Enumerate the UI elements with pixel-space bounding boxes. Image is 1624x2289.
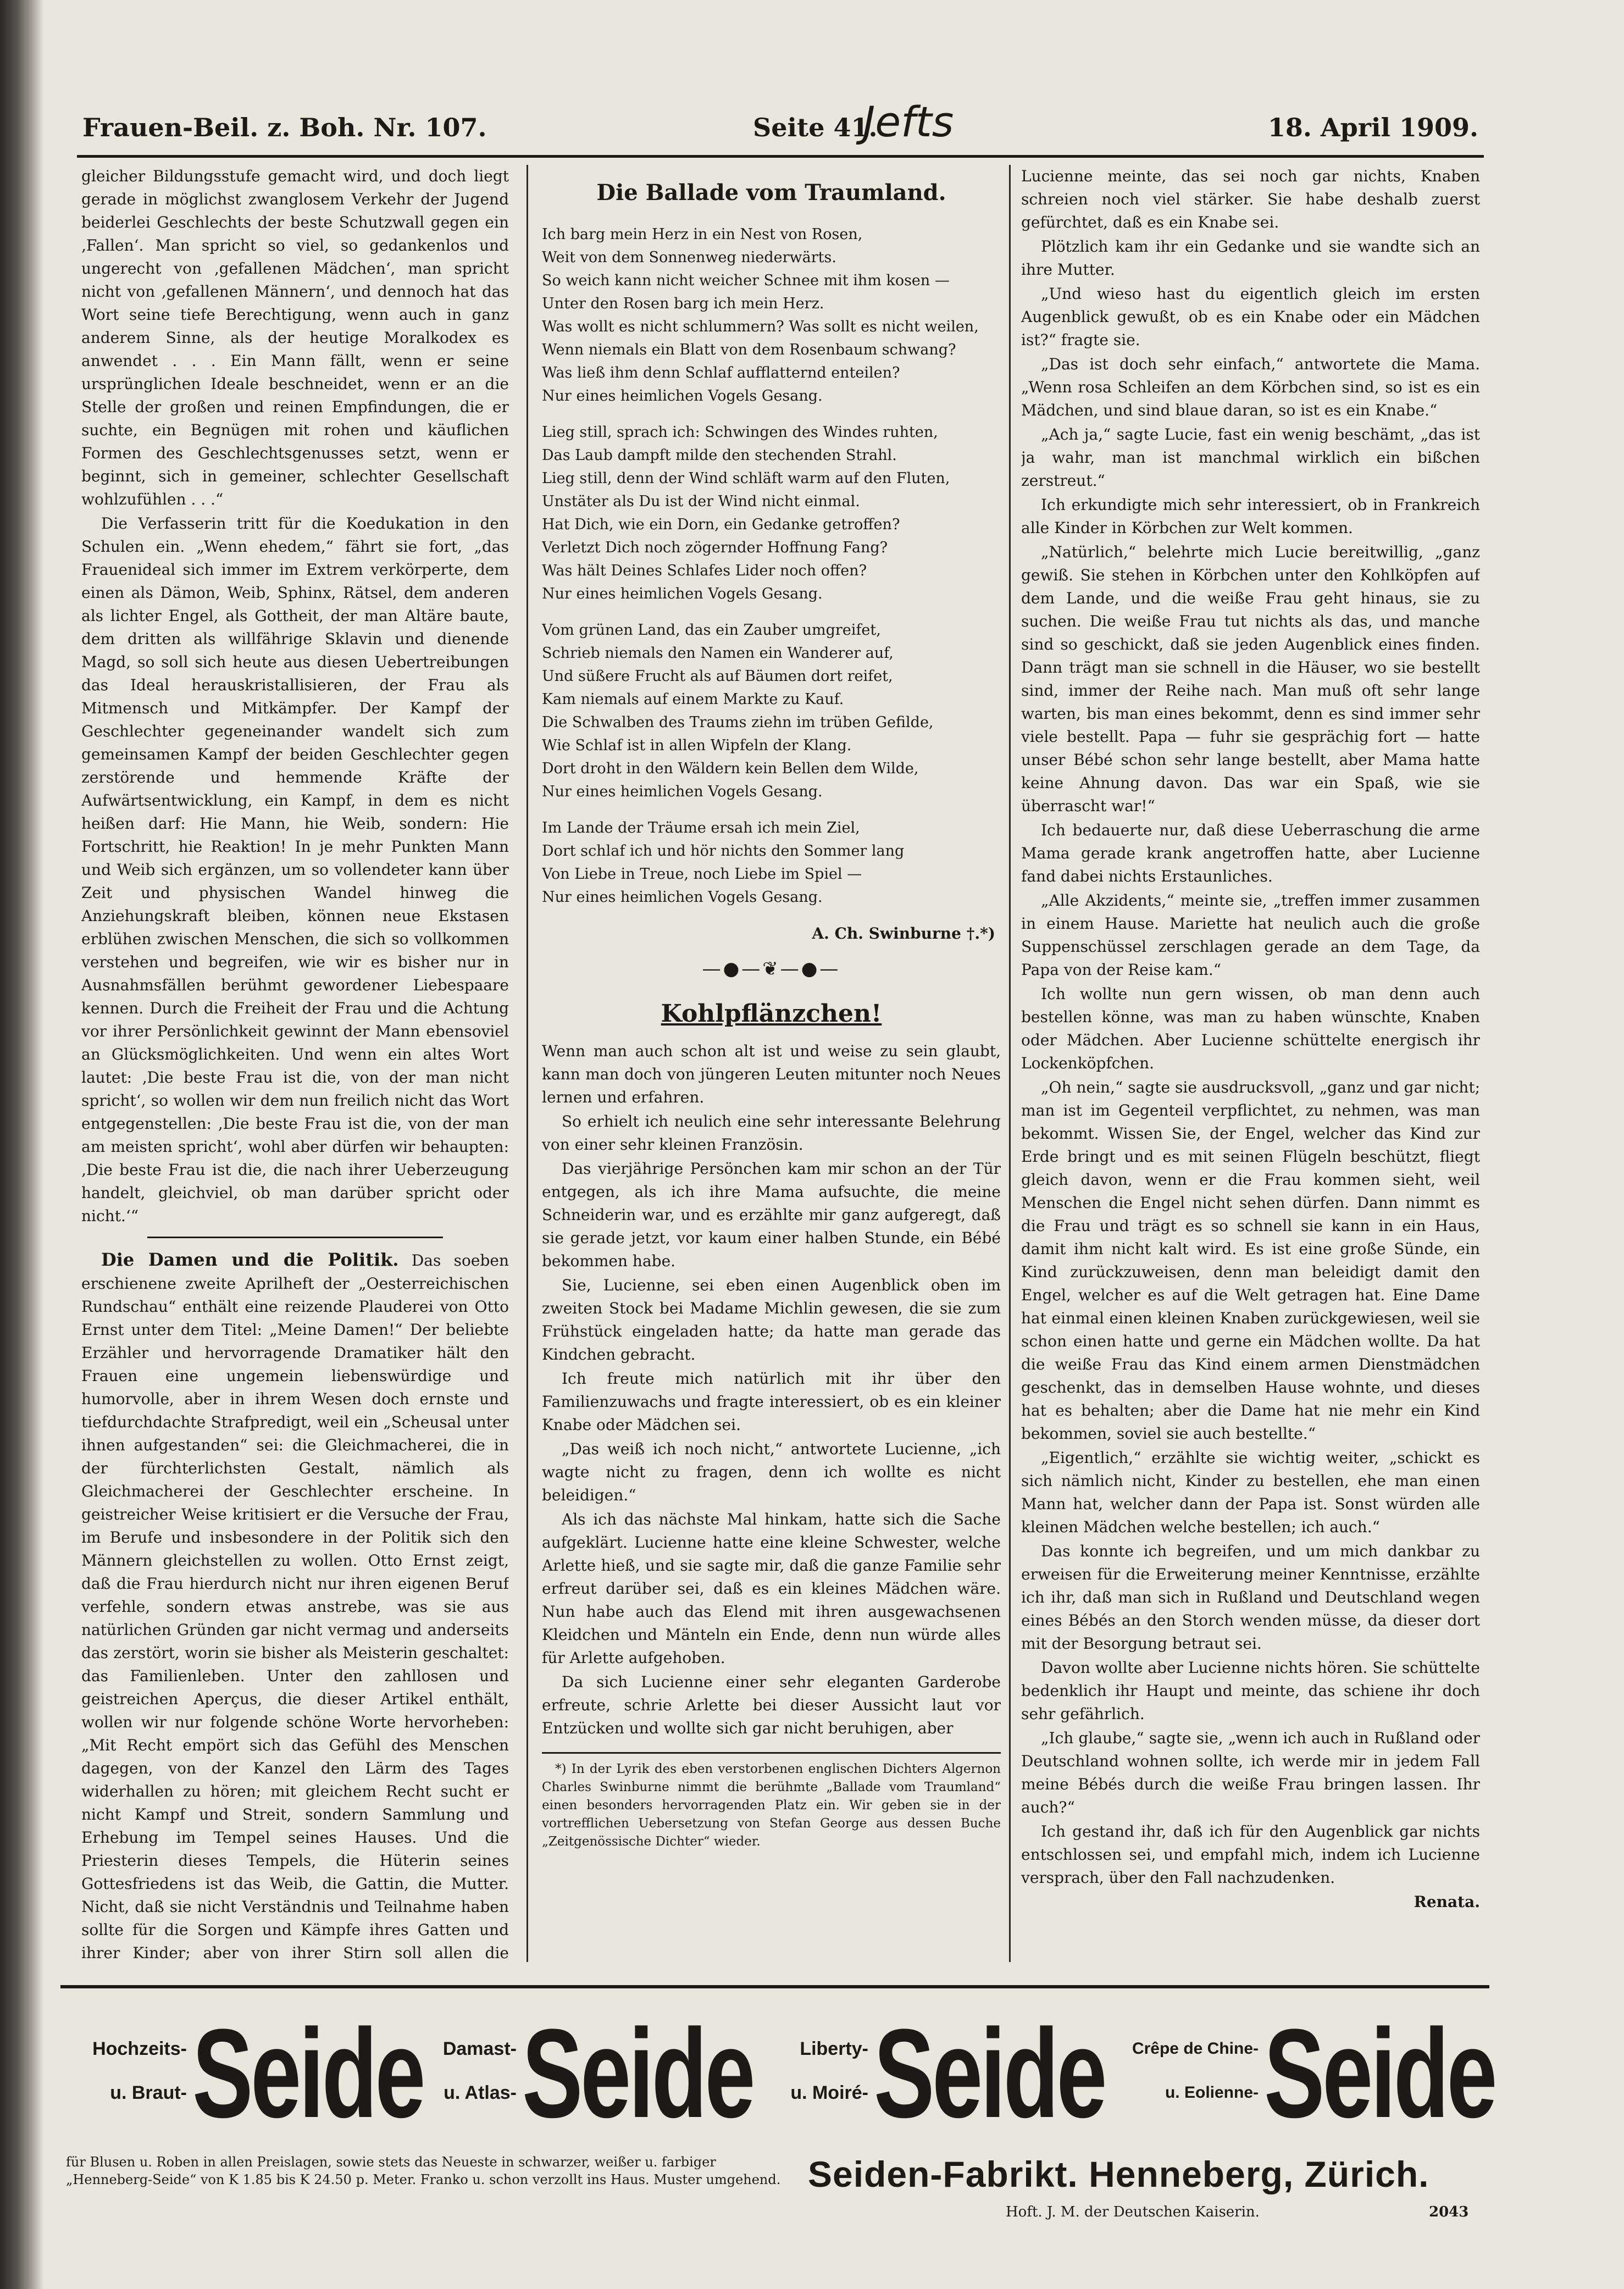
column-rule-2 [1009, 165, 1011, 1962]
ad-seide-word: Seide [522, 2003, 753, 2144]
article-paragraph: Ich wollte nun gern wissen, ob man denn auch bestellen könne, was man zu haben wünschte, Knaben oder Mädchen. Aber Lucienne schüttelte energisch ihr Lockenköpfchen. [1021, 985, 1480, 1072]
poem-line: So weich kann nicht weicher Schnee mit ihm kosen — [542, 272, 950, 289]
poem-line: Dort droht in den Wäldern kein Bellen dem Wilde, [542, 760, 919, 777]
poem-line: Unstäter als Du ist der Wind nicht einmal. [542, 493, 860, 510]
article-paragraph: Ich freute mich natürlich mit ihr über den Familienzuwachs und fragte interessiert, ob es ein kleiner Knabe oder Mädchen sei. [542, 1370, 1001, 1434]
article-paragraph: Lucienne meinte, das sei noch gar nichts, Knaben schreien noch viel stärker. Sie habe deshalb zuerst gefürchtet, daß es ein Knabe sei. [1021, 167, 1480, 231]
article-paragraph: Ich erkundigte mich sehr interessiert, ob in Frankreich alle Kinder in Körbchen zur Welt kommen. [1021, 496, 1480, 537]
ad-seide-word: Seide [874, 2003, 1105, 2144]
poem-line: Was hält Deines Schlafes Lider noch offen? [542, 562, 867, 579]
article-paragraph: Sie, Lucienne, sei eben einen Augenblick oben im zweiten Stock bei Madame Michlin gewesen, die sie zum Frühstück eingeladen hatte; da hatte man gerade das Kindchen gebracht. [542, 1276, 1001, 1364]
poem-stanza-2 [542, 421, 1001, 606]
poem-line: Vom grünen Land, das ein Zauber umgreifet, [542, 622, 881, 639]
ornament-divider: —●—❦—●— [702, 958, 841, 980]
poem-line: Lieg still, denn der Wind schläft warm auf den Fluten, [542, 470, 950, 487]
col1-section-heading: Die Damen und die Politik. [101, 1249, 399, 1270]
poem-line: Nur eines heimlichen Vogels Gesang. [542, 783, 823, 800]
ad-purveyor-line: Hoft. J. M. der Deutschen Kaiserin. [1006, 2204, 1260, 2220]
article-paragraph: Da sich Lucienne einer sehr eleganten Garderobe erfreute, schrie Arlette bei dieser Aussicht laut vor Entzücken und wollte sich gar nicht beruhigen, aber [542, 1673, 1001, 1737]
ad-company-name: Seiden-Fabrikt. Henneberg, Zürich. [808, 2154, 1429, 2194]
ad-unit-4 [1094, 1999, 1495, 2148]
column-2 [542, 165, 1001, 1962]
poem-line: Kam niemals auf einem Markte zu Kauf. [542, 691, 844, 708]
article-paragraph: Ich gestand ihr, daß ich für den Augenblick gar nichts entschlossen sei, und empfahl mich, indem ich Lucienne versprach, über den Fall nachzudenken. [1021, 1822, 1480, 1887]
ad-label-top: Hochzeits- [92, 2038, 187, 2059]
footnote-text: *) In der Lyrik des eben verstorbenen englischen Dichters Algernon Charles Swinburne nimmt die berühmte „Ballade vom Traumland“ einen besonders hervorragenden Platz ein. Wir geben sie in der vortrefflichen Uebersetzung von Stefan George aus dessen Buche „Zeitgenössische Dichter“ wieder. [542, 1762, 1001, 1849]
article-paragraph: „Ich glaube,“ sagte sie, „wenn ich auch in Rußland oder Deutschland wohnen sollte, ich werde mir in jedem Fall meine Bébés durch die weiße Frau bringen lassen. Ihr auch?“ [1021, 1729, 1480, 1816]
ad-seide-word: Seide [192, 2003, 424, 2144]
poem-author: A. Ch. Swinburne †.*) [812, 924, 995, 943]
poem-line: Verletzt Dich noch zögernder Hoffnung Fang? [542, 539, 888, 556]
article-paragraph: „Oh nein,“ sagte sie ausdrucksvoll, „ganz und gar nicht; man ist im Gegenteil verpflichtet, zu nehmen, was man bekommt. Wissen Sie, der Engel, welcher das Kind zur Erde bringt und es mit seinen Flügeln beschützt, fliegt gleich davon, wenn er die Frau kommen sieht, weil Menschen die Engel nicht sehen dürfen. Dann nimmt es die Frau und trägt es so schnell sie kann in ein Haus, damit ihm nicht kalt wird. Es ist eine große Sünde, ein Kind zurückzuweisen, denn man beleidigt damit den Engel, welcher es auf die Welt getragen hat. Eine Dame hat einmal einen kleinen Knaben zurückgewiesen, weil sie schon einen hatte und gerne ein Mädchen wollte. Da hat die weiße Frau das Kind einem armen Dienstmädchen geschenkt, das in demselben Hause wohnte, und dieses hat es behalten; aber die Dame hat nie mehr ein Kind bekommen, soviel sie auch bestellte.“ [1021, 1078, 1480, 1443]
header-rule [77, 155, 1484, 158]
col1-section-rule [147, 1237, 443, 1238]
article-paragraph: Plötzlich kam ihr ein Gedanke und sie wandte sich an ihre Mutter. [1021, 237, 1480, 279]
ad-unit-3 [742, 1999, 1105, 2148]
poem-stanza-4 [542, 817, 1001, 909]
silk-advertisement [60, 1985, 1495, 2252]
poem-line: Was wollt es nicht schlummern? Was sollt es nicht weilen, [542, 318, 979, 335]
ad-label-bottom: u. Atlas- [444, 2082, 517, 2103]
article-paragraph: Das vierjährige Persönchen kam mir schon an der Tür entgegen, als ich ihre Mama aufsuchte, die meine Schneiderin war, und es erzählte mir ganz aufgeregt, daß sie gerade jetzt, vor kaum einer halben Stunde, ein Bébé bekommen habe. [542, 1160, 1001, 1270]
article-paragraph: „Das ist doch sehr einfach,“ antwortete die Mama. „Wenn rosa Schleifen an dem Körbchen sind, so ist es ein Mädchen, und sind blaue daran, so ist es ein Knabe.“ [1021, 355, 1480, 419]
article-signature: Renata. [1414, 1893, 1480, 1911]
poem-line: Nur eines heimlichen Vogels Gesang. [542, 585, 823, 602]
ad-label-bottom: u. Braut- [110, 2082, 187, 2103]
page-binding-shadow [0, 0, 44, 2289]
article-paragraph: „Das weiß ich noch nicht,“ antwortete Lucienne, „ich wagte nicht zu fragen, denn ich wollte es nicht beleidigen.“ [542, 1440, 1001, 1504]
poem-line: Im Lande der Träume ersah ich mein Ziel, [542, 819, 860, 836]
ad-unit-labels [1094, 2027, 1259, 2115]
header-pencil-note: Jefts [863, 97, 954, 146]
ad-label-top: Damast- [442, 2038, 517, 2059]
ad-label-top: Liberty- [800, 2038, 868, 2059]
poem-line: Und süßere Frucht als auf Bäumen dort reifet, [542, 668, 893, 685]
poem-stanza-3 [542, 619, 1001, 803]
poem-line: Was ließ ihm denn Schlaf aufflatternd enteilen? [542, 364, 900, 381]
column-rule-1 [526, 165, 528, 1962]
ad-unit-labels [60, 2027, 187, 2115]
column-3 [1021, 165, 1480, 1962]
article-paragraph: „Alle Akzidents,“ meinte sie, „treffen immer zusammen in einem Hause. Mariette hat neulich auch die große Suppenschüssel zerschlagen gerade an dem Tage, da Papa von der Reise kam.“ [1021, 891, 1480, 979]
poem-line: Nur eines heimlichen Vogels Gesang. [542, 889, 823, 906]
col1-paragraph-3: Das soeben erschienene zweite Aprilheft der „Oesterreichischen Rundschau“ enthält eine reizende Plauderei von Otto Ernst unter dem Titel: „Meine Damen!“ Der beliebte Erzähler und hervorragende Dramatiker hält den Frauen eine ungemein liebenswürdige und humorvolle, aber in ihrem Wesen doch ernste und tiefdurchdachte Strafpredigt, weil ein „Scheusal unter ihnen aufgestanden“ sei: die Gleichmacherei, die in der fürchterlichsten Gestalt, nämlich als Gleichmacherei der Geschlechter erscheine. In geistreicher Weise kritisiert er die Versuche der Frau, im Berufe und insbesondere in der Politik sich den Männern gleichstellen zu wollen. Otto Ernst zeigt, daß die Frau hierdurch nicht nur ihren eigenen Beruf verfehle, sondern etwas anstrebe, was sie aus natürlichen Gründen gar nicht vermag und anderseits das zerstört, worin sie bisher als Meisterin geschaltet: das Familienleben. Unter den zahllosen und geistreichen Aperçus, die dieser Artikel enthält, wollen wir nur folgende schöne Worte hervorheben: „Mit Recht empört sich das Gefühl des Menschen dagegen, von der Kanzel den Lärm des Tages widerhallen zu hören; mit gleichem Recht sucht er nicht Kampf und Streit, sondern Sammlung und Erhebung im Tempel seines Hauses. Und die Priesterin dieses Tempels, die Hüterin seines Gottesfriedens ist das Weib, die Gattin, die Mutter. Nicht, daß sie nicht Verständnis und Teilnahme haben sollte für die Sorgen und Kämpfe ihres Gatten und ihrer Kinder; aber von ihrer Stirn soll allen die [81, 1251, 509, 1962]
ad-label-bottom: u. Moiré- [790, 2082, 868, 2103]
header-page-number: Seite 41. [753, 113, 878, 142]
poem-box [542, 181, 1001, 945]
ad-number: 2043 [1429, 2204, 1469, 2220]
article-paragraph: Wenn man auch schon alt ist und weise zu sein glaubt, kann man doch von jüngeren Leuten mitunter noch Neues lernen und erfahren. [542, 1042, 1001, 1106]
article-paragraph: Davon wollte aber Lucienne nichts hören. Sie schüttelte bedenklich ihr Haupt und meinte, das schiene ihr doch sehr gefährlich. [1021, 1659, 1480, 1723]
ad-unit-2 [390, 1999, 753, 2148]
poem-line: Lieg still, sprach ich: Schwingen des Windes ruhten, [542, 424, 938, 441]
ad-unit-1 [60, 1999, 424, 2148]
page-header [82, 97, 1478, 151]
ad-label-top: Crêpe de Chine- [1132, 2039, 1259, 2058]
col1-paragraph-1: gleicher Bildungsstufe gemacht wird, und doch liegt gerade in möglichst zwanglosem Verkehr der Jugend beiderlei Geschlechts der beste Schutzwall gegen ein ‚Fallen‘. Man spricht so viel, so gedankenlos und ungerecht von ‚gefallenen Mädchen‘, man spricht nicht von ‚gefallenen Männern‘, und dennoch hat das Wort seine tiefe Berechtigung, wenn auch in ganz anderem Sinne, als der heutige Moralkodex es anwendet . . . Ein Mann fällt, wenn er seine ursprünglichen Ideale beschneidet, wenn er an die Stelle der großen und reinen Empfindungen, die er suchte, ein Begnügen mit rohen und käuflichen Formen des Geschlechtsgenusses setzt, wenn er beginnt, sich in gemeiner, schlechter Gesellschaft wohlzufühlen . . .“ [81, 167, 509, 508]
article-paragraph: So erhielt ich neulich eine sehr interessante Belehrung von einer sehr kleinen Französin. [542, 1112, 1001, 1154]
article-paragraph: Das konnte ich begreifen, und um mich dankbar zu erweisen für die Erweiterung meiner Kenntnisse, erzählte ich ihr, daß man sich in Rußland und Deutschland wegen eines Bébés an den Storch wenden müsse, da dieser dort mit der Besorgung betraut sei. [1021, 1542, 1480, 1653]
poem-line: Nur eines heimlichen Vogels Gesang. [542, 387, 823, 404]
header-publication: Frauen-Beil. z. Boh. Nr. 107. [82, 113, 487, 142]
poem-line: Ich barg mein Herz in ein Nest von Rosen, [542, 226, 863, 243]
poem-line: Weit von dem Sonnenweg niederwärts. [542, 249, 836, 266]
article-paragraph: „Natürlich,“ belehrte mich Lucie bereitwillig, „ganz gewiß. Sie stehen in Körbchen unter den Kohlköpfen auf dem Lande, und die weiße Frau geht hinaus, sie zu suchen. Die weiße Frau tut nichts als das, und manche sind so geschickt, daß sie jeden Augenblick eines finden. Dann trägt man sie schnell in die Häuser, wo sie bestellt sind, immer der Reihe nach. Man muß oft sehr lange warten, bis man eines bekommt, denn es sind immer sehr viele bestellt. Papa — fuhr sie gesprächig fort — hatte unser Bébé schon sehr lange bestellt, aber Mama hatte keine Ahnung davon. Das war ein Spaß, wie sie überrascht war!“ [1021, 543, 1480, 815]
poem-line: Hat Dich, wie ein Dorn, ein Gedanke getroffen? [542, 516, 900, 533]
poem-stanza-1 [542, 223, 1001, 408]
ad-unit-labels [390, 2027, 517, 2115]
poem-line: Schrieb niemals den Namen ein Wanderer auf, [542, 645, 894, 662]
ad-seide-word: Seide [1264, 2003, 1495, 2144]
column-1 [81, 165, 509, 1962]
col1-paragraph-2: Die Verfasserin tritt für die Koedukation in den Schulen ein. „Wenn ehedem,“ fährt sie fort, „das Frauenideal sich immer im Extrem verkörperte, dem einen als Dämon, Weib, Sphinx, Rätsel, dem anderen als lichter Engel, als Gottheit, der man Altäre baute, dem dritten als willfährige Sklavin und dienende Magd, so soll sich heute aus diesen Uebertreibungen das Ideal herauskristallisieren, der Frau als Mitmensch und Mitkämpfer. Der Kampf der Geschlechter gegeneinander wandelt sich zum gemeinsamen Kampf der beiden Geschlechter gegen zerstörende und hemmende Kräfte der Aufwärtsentwicklung, ein Kampf, in dem es nicht heißen darf: Hie Mann, hie Weib, sondern: Hie Fortschritt, hie Reaktion! In je mehr Punkten Mann und Weib sich ergänzen, um so vollendeter kann über Zeit und physischen Wandel hinweg die Anziehungskraft bleiben, können neue Ekstasen erblühen zwischen Menschen, die sich so vollkommen verstehen und begreifen, wie wir es bisher nur in Ausnahmsfällen berühmt gewordener Liebespaare kennen. Durch die Freiheit der Frau und die Achtung vor ihrer Persönlichkeit gewinnt der Mann ebensoviel an Glücksmöglichkeiten. Und wenn ein altes Wort lautet: ‚Die beste Frau ist die, von der man nicht spricht‘, so wollen wir dem nun freilich nicht das Wort entgegenstellen: ‚Die beste Frau ist die, von der man am meisten spricht‘, wohl aber dürfen wir behaupten: ‚Die beste Frau ist die, die nach ihrer Ueberzeugung handelt, gleichviel, ob man darüber spricht oder nicht.‘“ [81, 514, 509, 1225]
article-paragraph: „Eigentlich,“ erzählte sie wichtig weiter, „schickt es sich nämlich nicht, Kinder zu bestellen, ehe man einen Mann hat, welcher dann der Papa ist. Sonst würden alle kleinen Mädchen welche bestellen; ich auch.“ [1021, 1449, 1480, 1536]
article-title: Kohlpflänzchen! [661, 1000, 882, 1028]
article-paragraph: Als ich das nächste Mal hinkam, hatte sich die Sache aufgeklärt. Lucienne hatte eine kleine Schwester, welche Arlette hieß, und sie sagte mir, daß die ganze Familie sehr erfreut darüber sei, daß es ein kleines Mädchen wäre. Nun habe auch das Elend mit ihren ausgewachsenen Kleidchen und Mänteln ein Ende, denn nun würde alles für Arlette aufgehoben. [542, 1510, 1001, 1667]
poem-line: Das Laub dampft milde den stechenden Strahl. [542, 447, 897, 464]
header-date: 18. April 1909. [1267, 113, 1478, 142]
ad-label-bottom: u. Eolienne- [1165, 2083, 1259, 2102]
article-paragraph: Ich bedauerte nur, daß diese Ueberraschung die arme Mama gerade krank angetroffen hatte, aber Lucienne fand dabei nichts Erstaunliches. [1021, 821, 1480, 885]
poem-line: Dort schlaf ich und hör nichts den Sommer lang [542, 843, 905, 860]
ad-unit-labels [742, 2027, 868, 2115]
poem-line: Wenn niemals ein Blatt von dem Rosenbaum schwang? [542, 341, 956, 358]
poem-title: Die Ballade vom Traumland. [596, 180, 946, 206]
article-paragraph: „Ach ja,“ sagte Lucie, fast ein wenig beschämt, „das ist ja wahr, man ist manchmal wirklich ein bißchen zerstreut.“ [1021, 425, 1480, 490]
poem-line: Von Liebe in Treue, noch Liebe im Spiel — [542, 866, 862, 883]
article-paragraph: „Und wieso hast du eigentlich gleich im ersten Augenblick gewußt, ob es ein Knabe oder ein Mädchen ist?“ fragte sie. [1021, 285, 1480, 349]
poem-line: Wie Schlaf ist in allen Wipfeln der Klang. [542, 737, 852, 754]
footnote [542, 1752, 1001, 1851]
poem-line: Unter den Rosen barg ich mein Herz. [542, 295, 824, 312]
ad-small-text: für Blusen u. Roben in allen Preislagen, sowie stets das Neueste in schwarzer, weißer u. farbiger „Henneberg-Seide“ von K 1.85 bis K 24.50 p. Meter. Franko u. schon verzollt ins Haus. Muster umgehend. [66, 2154, 781, 2187]
col1-article-2 [81, 1248, 509, 1962]
poem-line: Die Schwalben des Traums ziehn im trüben Gefilde, [542, 714, 934, 731]
